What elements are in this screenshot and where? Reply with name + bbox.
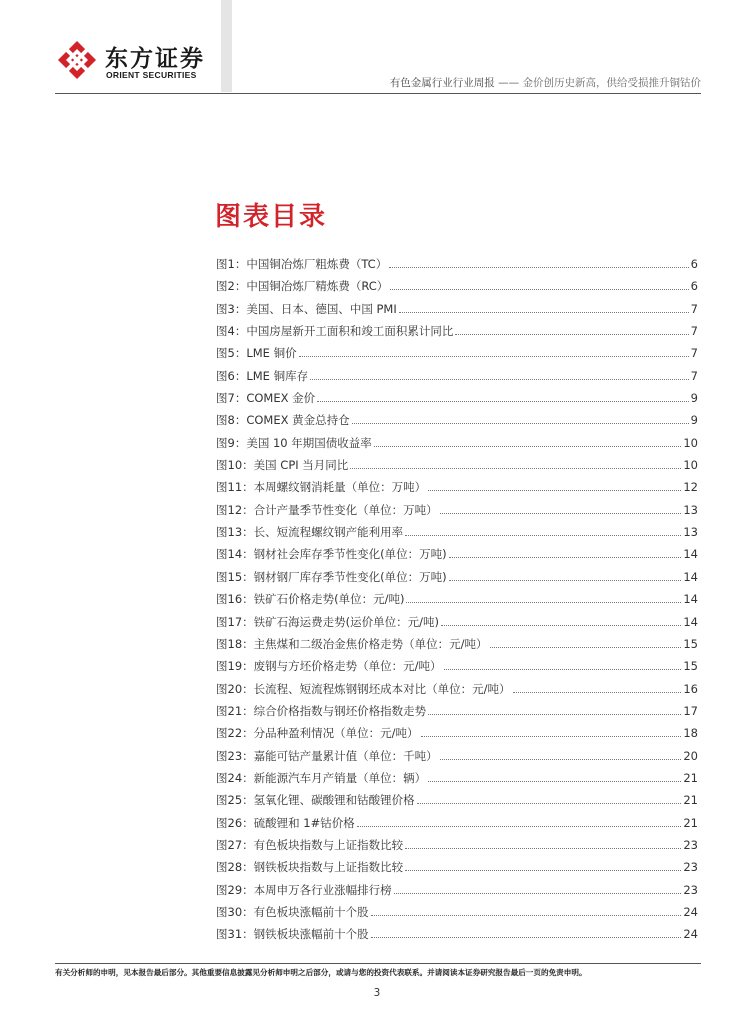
toc-entry-label: 图25：氢氧化锂、碳酸锂和钴酸锂价格 xyxy=(216,793,415,808)
toc-entry-page: 13 xyxy=(683,502,698,517)
toc-leader-dots xyxy=(444,660,682,670)
toc-list xyxy=(216,256,698,949)
toc-leader-dots xyxy=(350,459,681,469)
toc-leader-dots xyxy=(441,616,681,626)
toc-entry-label: 图18：主焦煤和二级冶金焦价格走势（单位：元/吨） xyxy=(216,636,488,651)
toc-leader-dots xyxy=(394,884,682,894)
toc-leader-dots xyxy=(455,325,688,335)
toc-leader-dots xyxy=(352,414,689,424)
toc-leader-dots xyxy=(371,906,682,916)
toc-heading: 图表目录 xyxy=(215,202,328,232)
toc-entry[interactable] xyxy=(216,815,698,837)
toc-entry-label: 图5：LME 铜价 xyxy=(216,346,297,361)
toc-entry[interactable] xyxy=(216,345,698,367)
toc-leader-dots xyxy=(406,593,681,603)
footer-disclaimer: 有关分析师的申明，见本报告最后部分。其他重要信息披露见分析师申明之后部分，或请与您的投资代表联系。并请阅读本证券研究报告最后一页的免责申明。 xyxy=(55,968,587,977)
toc-entry-page: 24 xyxy=(683,927,698,942)
toc-entry-page: 20 xyxy=(683,748,698,763)
brand-name-cn: 东方证券 xyxy=(105,46,205,72)
toc-entry-page: 21 xyxy=(683,770,698,785)
toc-entry-page: 14 xyxy=(683,569,698,584)
toc-entry-label: 图23：嘉能可钴产量累计值（单位：千吨） xyxy=(216,748,438,763)
toc-entry-label: 图10：美国 CPI 当月同比 xyxy=(216,458,349,473)
toc-entry-label: 图6：LME 铜库存 xyxy=(216,368,309,383)
toc-leader-dots xyxy=(310,370,689,380)
toc-leader-dots xyxy=(299,347,689,357)
toc-entry[interactable] xyxy=(216,614,698,636)
toc-entry[interactable] xyxy=(216,681,698,703)
header-rule xyxy=(55,93,701,94)
toc-entry-page: 15 xyxy=(683,659,698,674)
toc-entry-page: 15 xyxy=(683,636,698,651)
toc-entry[interactable] xyxy=(216,725,698,747)
toc-leader-dots xyxy=(421,727,682,737)
toc-entry[interactable] xyxy=(216,479,698,501)
toc-entry-label: 图16：铁矿石价格走势(单位：元/吨) xyxy=(216,592,405,607)
toc-leader-dots xyxy=(440,750,682,760)
toc-entry-label: 图31：钢铁板块涨幅前十个股 xyxy=(216,927,369,942)
toc-entry[interactable] xyxy=(216,658,698,680)
toc-leader-dots xyxy=(389,258,688,268)
toc-entry-label: 图30：有色板块涨幅前十个股 xyxy=(216,904,369,919)
toc-entry[interactable] xyxy=(216,837,698,859)
toc-entry[interactable] xyxy=(216,368,698,390)
toc-entry-label: 图26：硫酸锂和 1#钴价格 xyxy=(216,815,355,830)
toc-entry-label: 图11：本周螺纹钢消耗量（单位：万吨） xyxy=(216,480,427,495)
toc-entry[interactable] xyxy=(216,435,698,457)
toc-leader-dots xyxy=(405,839,681,849)
toc-entry-page: 16 xyxy=(683,681,698,696)
toc-entry-label: 图20：长流程、短流程炼钢钢坯成本对比（单位：元/吨） xyxy=(216,681,511,696)
header-separator: —— xyxy=(498,77,520,89)
toc-entry[interactable] xyxy=(216,882,698,904)
toc-entry-page: 6 xyxy=(690,279,698,294)
toc-entry-label: 图22：分品种盈利情况（单位：元/吨） xyxy=(216,726,419,741)
toc-leader-dots xyxy=(374,437,682,447)
toc-entry-page: 7 xyxy=(690,301,698,316)
toc-entry-page: 9 xyxy=(690,391,698,406)
toc-entry[interactable] xyxy=(216,748,698,770)
toc-entry-label: 图15：钢材钢厂库存季节性变化(单位：万吨) xyxy=(216,569,447,584)
toc-leader-dots xyxy=(371,928,682,938)
toc-leader-dots xyxy=(399,303,689,313)
toc-leader-dots xyxy=(440,504,682,514)
toc-entry[interactable] xyxy=(216,278,698,300)
toc-leader-dots xyxy=(513,683,682,693)
toc-entry-page: 23 xyxy=(683,860,698,875)
toc-entry-page: 7 xyxy=(690,368,698,383)
toc-entry[interactable] xyxy=(216,792,698,814)
header-decorative-bar xyxy=(221,0,232,92)
toc-leader-dots xyxy=(357,817,682,827)
report-type: 有色金属行业行业周报 xyxy=(389,77,495,89)
toc-entry[interactable] xyxy=(216,256,698,278)
toc-entry-label: 图1：中国铜冶炼厂粗炼费（TC） xyxy=(216,257,388,271)
toc-entry[interactable] xyxy=(216,502,698,524)
toc-entry-label: 图27：有色板块指数与上证指数比较 xyxy=(216,837,404,852)
toc-entry-label: 图13：长、短流程螺纹钢产能利用率 xyxy=(216,525,404,540)
toc-entry-page: 23 xyxy=(683,882,698,897)
toc-entry-label: 图12：合计产量季节性变化（单位：万吨） xyxy=(216,502,438,517)
toc-leader-dots xyxy=(405,526,681,536)
toc-entry-label: 图29：本周申万各行业涨幅排行榜 xyxy=(216,882,392,897)
toc-entry[interactable] xyxy=(216,636,698,658)
footer-rule xyxy=(55,963,701,964)
toc-entry[interactable] xyxy=(216,412,698,434)
toc-entry-label: 图4：中国房屋新开工面积和竣工面积累计同比 xyxy=(216,324,454,339)
toc-entry-label: 图14：钢材社会库存季节性变化(单位：万吨) xyxy=(216,547,447,562)
toc-entry-label: 图9：美国 10 年期国债收益率 xyxy=(216,435,372,450)
toc-entry-page: 13 xyxy=(683,525,698,540)
page-number: 3 xyxy=(373,987,381,999)
toc-entry-page: 12 xyxy=(683,480,698,495)
toc-entry[interactable] xyxy=(216,591,698,613)
toc-entry[interactable] xyxy=(216,301,698,323)
toc-leader-dots xyxy=(317,392,689,402)
toc-entry[interactable] xyxy=(216,926,698,948)
toc-entry[interactable] xyxy=(216,770,698,792)
toc-leader-dots xyxy=(449,571,682,581)
toc-entry[interactable] xyxy=(216,457,698,479)
toc-entry-page: 14 xyxy=(683,592,698,607)
toc-entry-page: 10 xyxy=(683,435,698,450)
toc-entry[interactable] xyxy=(216,524,698,546)
toc-entry[interactable] xyxy=(216,323,698,345)
toc-entry-label: 图8：COMEX 黄金总持仓 xyxy=(216,413,350,428)
toc-entry[interactable] xyxy=(216,703,698,725)
toc-leader-dots xyxy=(390,280,688,290)
toc-entry-page: 21 xyxy=(683,793,698,808)
toc-entry-label: 图3：美国、日本、德国、中国 PMI xyxy=(216,301,397,316)
toc-entry-page: 23 xyxy=(683,837,698,852)
toc-entry-page: 14 xyxy=(683,614,698,629)
brand-name-en: ORIENT SECURITIES xyxy=(106,70,197,80)
toc-entry[interactable] xyxy=(216,569,698,591)
toc-entry-page: 17 xyxy=(683,703,698,718)
toc-leader-dots xyxy=(428,705,681,715)
toc-entry-page: 14 xyxy=(683,547,698,562)
toc-entry-page: 21 xyxy=(683,815,698,830)
toc-entry[interactable] xyxy=(216,859,698,881)
toc-entry-label: 图28：钢铁板块指数与上证指数比较 xyxy=(216,860,404,875)
toc-entry-label: 图7：COMEX 金价 xyxy=(216,391,316,406)
toc-leader-dots xyxy=(428,481,681,491)
toc-entry[interactable] xyxy=(216,390,698,412)
toc-entry-label: 图21：综合价格指数与钢坯价格指数走势 xyxy=(216,703,427,718)
report-header-title xyxy=(390,75,701,90)
toc-leader-dots xyxy=(417,794,682,804)
toc-entry-label: 图24：新能源汽车月产销量（单位：辆） xyxy=(216,770,427,785)
toc-entry-label: 图19：废钢与方坯价格走势（单位：元/吨） xyxy=(216,659,442,674)
report-title: 金价创历史新高，供给受损推升铜钴价 xyxy=(522,77,701,89)
toc-entry-label: 图17：铁矿石海运费走势(运价单位：元/吨) xyxy=(216,614,439,629)
toc-entry-page: 9 xyxy=(690,413,698,428)
toc-leader-dots xyxy=(405,861,681,871)
toc-leader-dots xyxy=(428,772,681,782)
toc-entry[interactable] xyxy=(216,904,698,926)
toc-entry-label: 图2：中国铜冶炼厂精炼费（RC） xyxy=(216,279,389,294)
toc-entry-page: 18 xyxy=(683,726,698,741)
toc-leader-dots xyxy=(449,548,682,558)
toc-entry[interactable] xyxy=(216,546,698,568)
toc-entry-page: 6 xyxy=(690,257,698,271)
toc-leader-dots xyxy=(490,638,682,648)
orient-securities-logo-icon xyxy=(57,40,97,80)
toc-entry-page: 7 xyxy=(690,324,698,339)
toc-entry-page: 10 xyxy=(683,458,698,473)
toc-entry-page: 24 xyxy=(683,904,698,919)
toc-entry-page: 7 xyxy=(690,346,698,361)
